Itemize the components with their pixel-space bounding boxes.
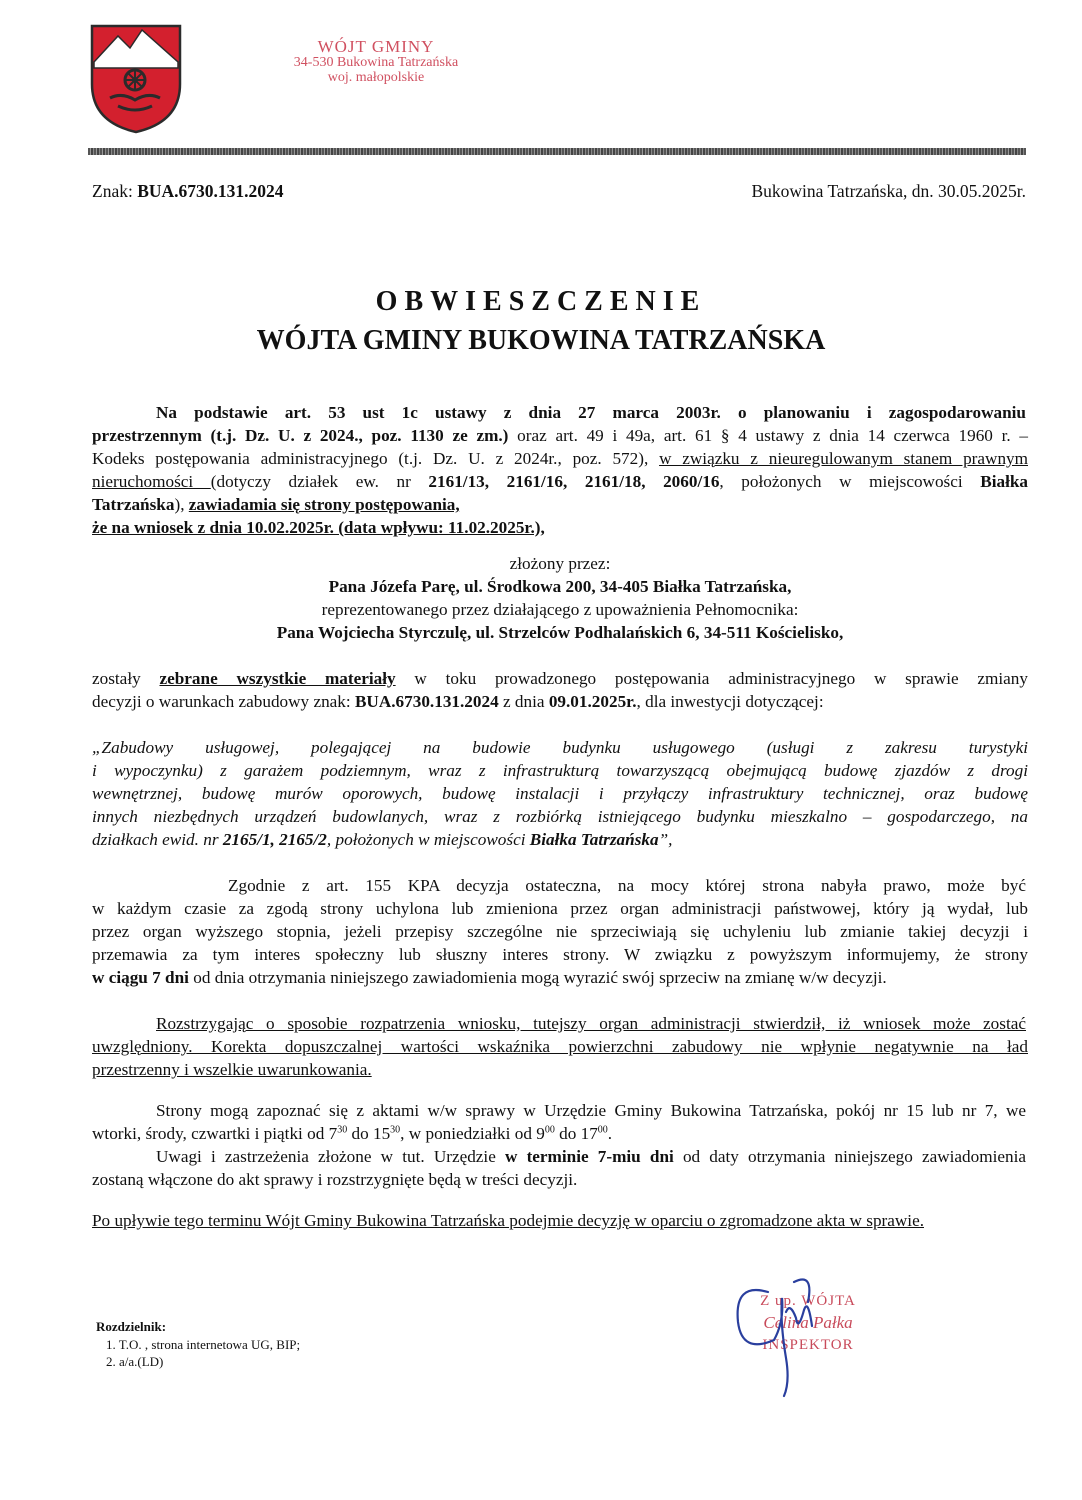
stamp-office-name: WÓJT GMINY	[317, 37, 435, 56]
signatory-name: Celina Pałka	[763, 1313, 853, 1332]
distribution-item: 2. a/a.(LD)	[106, 1354, 164, 1369]
signatory-title: INSPEKTOR	[762, 1337, 854, 1353]
handwritten-signature-icon	[724, 1262, 864, 1402]
document-subtitle: WÓJTA GMINY BUKOWINA TATRZAŃSKA	[256, 325, 826, 356]
place-and-date: Bukowina Tatrzańska, dn. 30.05.2025r.	[751, 181, 1026, 201]
distribution-item: 1. T.O. , strona internetowa UG, BIP;	[106, 1337, 301, 1352]
deadline-paragraph: Po upływie tego terminu Wójt Gminy Bukowina Tatrzańska podejmie decyzję w oparciu o zgromadzone akta w sprawie.	[92, 1211, 924, 1230]
stamp-office-voivodeship: woj. małopolskie	[327, 69, 425, 85]
header-divider	[88, 148, 1026, 155]
office-stamp	[226, 38, 526, 85]
signature-authority: Z up. WÓJTA	[760, 1293, 856, 1309]
document-title: OBWIESZCZENIE	[375, 286, 707, 317]
reference-number: Znak: BUA.6730.131.2024	[92, 181, 284, 201]
distribution-title: Rozdzielnik:	[96, 1319, 167, 1334]
document-page: WÓJT GMINY 34-530 Bukowina Tatrzańska woj. małopolskie Znak: BUA.6730.131.2024 Bukowina Tatrzańska, dn. 30.05.2025r. OBWIESZCZENIE WÓJTA GMINY BUKOWINA TATRZAŃSKA Na podstawie art. 53 ust 1c ustawy z dnia 27 marca 2003r. o planowaniu i zagospodarowaniu przestrzennym (t.j. Dz. U. z 2024., poz. 1130 ze zm.) oraz art. 49 i 49a, art. 61 § 4 ustawy z dnia 14 czerwca 1960 r. – Kodeks postępowania administracyjnego (t.j. Dz. U. z 2024r., poz. 572), w związku z nieuregulowanym stanem prawnym nieruchomości (dotyczy działek ew. nr 2161/13, 2161/16, 2161/18, 2060/16, położonych w miejscowości Białka Tatrzańska), zawiadamia się strony postępowania, że na wniosek z dnia 10.02.2025r. (data wpływu: 11.02.2025r.), złożony przez: Pana Józefa Parę, ul. Środkowa 200, 34-405 Białka Tatrzańska, reprezentowanego przez działającego z upoważnienia Pełnomocnika: Pana Wojciecha Styrczulę, ul. Strzelców Podhalańskich 6, 34-511 Kościelisko, zostały zebrane wszystkie materiały w toku prowadzonego postępowania administracyjnego w sprawie zmiany decyzji o warunkach zabudowy znak: BUA.6730.131.2024 z dnia 09.01.2025r., dla inwestycji dotyczącej: „Zabudowy usługowej, polegającej na budowie budynku usługowego (usługi z zakresu turystyki i wypoczynku) z garażem podziemnym, wraz z infrastrukturą towarzyszącą obejmującą budowę zjazdów z drogi wewnętrznej, budowę murów oporowych, budowę instalacji i przyłączy infrastruktury technicznej, oraz budowę innych niezbędnych urządzeń budowlanych, wraz z rozbiórką istniejącego budynku mieszkalno – gospodarczego, na działkach ewid. nr 2165/1, 2165/2, położonych w miejscowości Białka Tatrzańska”, Zgodnie z art. 155 KPA decyzja ostateczna, na mocy której strona nabyła prawo, może być w każdym czasie za zgodą strony uchylona lub zmieniona przez organ administracji państwowej, który ją wydał, lub przez organ wyższego stopnia, jeżeli przepisy szczególne nie sprzeciwiają się uchyleniu lub zmianie takiej decyzji i przemawia za tym interes społeczny lub słuszny interes strony. W związku z powyższym informujemy, że strony w ciągu 7 dni od dnia otrzymania niniejszego zawiadomienia mogą wyrazić swój sprzeciw na zmianę w/w decyzji. Rozstrzygając o sposobie rozpatrzenia wniosku, tutejszy organ administracji stwierdził, iż wniosek może zostać uwzględniony. Korekta dopuszczalnej wartości wskaźnika powierzchni zabudowy nie wpłynie negatywnie na ład przestrzenny i wszelkie uwarunkowania. Strony mogą zapoznać się z aktami w/w sprawy w Urzędzie Gminy Bukowina Tatrzańska, pokój nr 15 lub nr 7, we wtorki, środy, czwartki i piątki od $7^{30}$ do $15^{30}$, w poniedziałki od $9^{00}$ do $17^{00}$. Uwagi i zastrzeżenia złożone w tut. Urzędzie w terminie 7-miu dni od daty otrzymania niniejszego zawiadomienia zostaną włączone do akt sprawy i rozstrzygnięte będą w treści decyzji. Po upływie tego terminu Wójt Gminy Bukowina Tatrzańska podejmie decyzję w oparciu o zgromadzone akta w sprawie. Z up. WÓJTA Celina Pałka INSPEKTOR Rozdzielnik: 1. T.O. , strona internetowa UG, BIP; 2. a/a.(LD)	[0, 0, 1082, 1500]
stamp-office-address: 34-530 Bukowina Tatrzańska	[293, 54, 459, 70]
coat-of-arms-icon	[88, 22, 184, 134]
